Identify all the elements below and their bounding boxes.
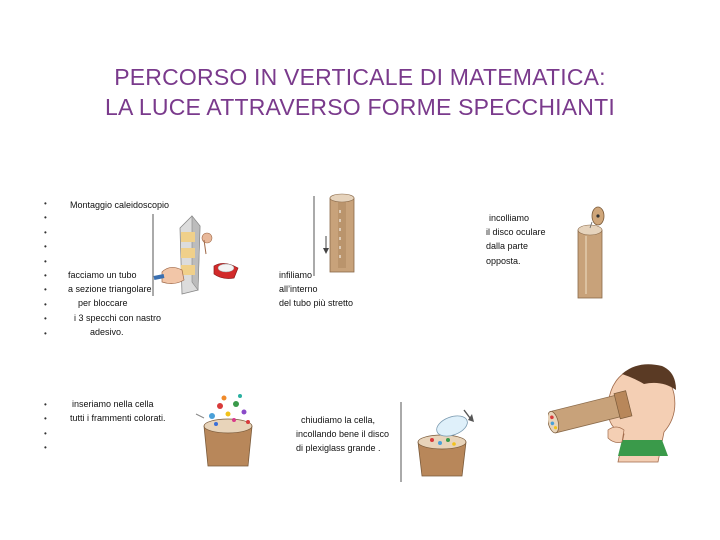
step5-line: di plexiglass grande .	[296, 443, 381, 454]
bullet: •	[44, 213, 47, 223]
fragments-jar-illustration	[190, 392, 270, 468]
step2-line: del tubo più stretto	[279, 298, 354, 309]
tube-insert-illustration	[312, 190, 362, 280]
bullet: •	[44, 285, 47, 295]
step4-line: tutti i frammenti colorati.	[70, 413, 166, 424]
bullet: •	[44, 242, 47, 252]
bullet: •	[44, 414, 47, 424]
eyepiece-tube-illustration	[560, 206, 630, 300]
step1-line: adesivo.	[90, 326, 124, 337]
step1-line: facciamo un tubo	[68, 270, 137, 280]
bullet: •	[44, 271, 47, 281]
bullet: •	[44, 428, 47, 438]
step3-line: opposta.	[486, 255, 521, 266]
bullet-list-top	[44, 197, 47, 341]
step3-line: dalla parte	[486, 241, 529, 252]
bullet-list-bottom	[44, 398, 47, 456]
section-heading: Montaggio caleidoscopio	[70, 200, 170, 210]
step3-line: incolliamo	[489, 213, 530, 223]
step5-text	[296, 413, 389, 456]
triangular-tube-illustration	[152, 210, 248, 300]
step1-line: i 3 specchi con nastro	[74, 312, 162, 323]
bullet: •	[44, 299, 47, 309]
step4-text	[70, 397, 166, 425]
step5-line: chiudiamo la cella,	[301, 415, 376, 425]
step4-line: inseriamo nella cella	[72, 399, 154, 409]
step2-line: infiliamo	[279, 270, 313, 280]
bullet: •	[44, 227, 47, 237]
step2-line: all’interno	[279, 284, 318, 295]
bullet: •	[44, 443, 47, 453]
title-line-2: LA LUCE ATTRAVERSO FORME SPECCHIANTI	[105, 94, 615, 120]
bullet: •	[44, 314, 47, 324]
step3-text	[486, 211, 546, 268]
step1-text	[68, 268, 161, 339]
bullet: •	[44, 199, 47, 208]
bullet: •	[44, 400, 47, 409]
child-kaleidoscope-illustration	[548, 360, 680, 464]
title-line-1: PERCORSO IN VERTICALE DI MATEMATICA:	[114, 64, 606, 90]
page-title	[40, 62, 680, 122]
bullet: •	[44, 328, 47, 338]
step5-line: incollando bene il disco	[296, 429, 390, 440]
step3-line: il disco oculare	[486, 227, 546, 238]
step1-line: a sezione triangolare	[68, 284, 152, 295]
bullet: •	[44, 256, 47, 266]
step1-line: per bloccare	[78, 298, 128, 309]
sealed-jar-illustration	[398, 398, 484, 484]
